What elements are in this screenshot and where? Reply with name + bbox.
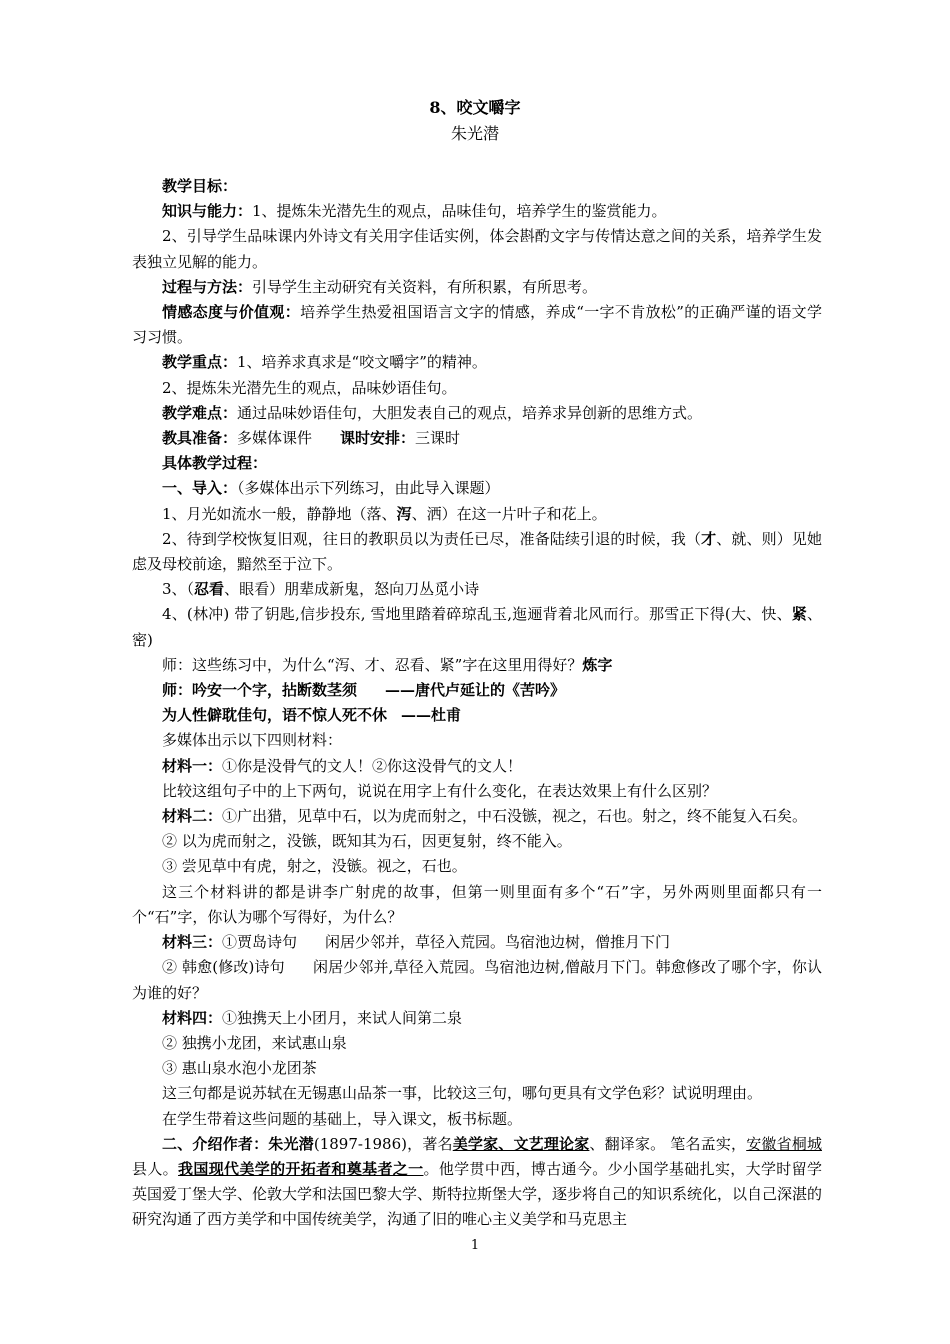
tools: 教具准备：多媒体课件 课时安排：三课时 (162, 429, 461, 448)
lead-in: 在学生带着这些问题的基础上，导入课文，板书标题。 (162, 1109, 523, 1128)
quote-2: 为人性僻耽佳句，语不惊人死不休 ——杜甫 (162, 706, 462, 725)
objectives-heading: 教学目标： (162, 177, 238, 195)
teacher-question: 师：这些练习中，为什么“泻、才、忍看、紧”字在这里用得好？炼字 (162, 655, 613, 674)
material-2: 材料二：①广出猎，见草中石，以为虎而射之，中石没镞，视之，石也。射之，终不能复入石矣。 (162, 807, 808, 826)
lesson-title: 8、咬文嚼字 (429, 98, 521, 117)
author-intro: 二、介绍作者：朱光潜(1897-1986)，著名美学家、文艺理论家、翻译家。 笔名孟实，安徽省桐城县人。我国现代美学的开拓者和奠基者之一。他学贯中西，博古通今。少小国学基础扎实，大学时留学英国爱丁堡大学、伦敦大学和法国巴黎大学、斯特拉斯堡大学，逐步将自己的知识系统化，以自己深湛的研究沟通了西方美学和中国传统美学，沟通了旧的唯心主义美学和马克思主 (132, 1134, 823, 1229)
process-heading: 具体教学过程： (162, 454, 268, 473)
knowledge-goal-2: 2、引导学生品味课内外诗文有关用字佳话实例，体会斟酌文字与传情达意之间的关系，培养学生发表独立见解的能力。 (132, 227, 822, 271)
material-3-b: ② 韩愈(修改)诗句 闲居少邻并,草径入荒园。鸟宿池边树,僧敲月下门。韩愈修改了哪个字，你认为谁的好？ (132, 958, 822, 1002)
material-1: 材料一：①你是没骨气的文人！②你这没骨气的文人！ (162, 756, 523, 775)
material-4: 材料四：①独携天上小团月，来试人间第二泉 (162, 1008, 463, 1027)
emotion-goal: 情感态度与价值观：培养学生热爱祖国语言文字的情感，养成“一字不肯放松”的正确严谨的语文学习习惯。 (132, 303, 822, 347)
material-1-question: 比较这组句子中的上下两句，说说在用字上有什么变化，在表达效果上有什么区别？ (162, 781, 718, 800)
material-2-c: ③ 尝见草中有虎，射之，没镞。视之，石也。 (162, 857, 467, 876)
exercise-4: 4、(林冲) 带了钥匙,信步投东, 雪地里踏着碎琼乱玉,迤逦背着北风而行。那雪正下得(大、快、紧、密) (132, 605, 822, 649)
exercise-3: 3、（忍看、眼看）朋辈成新鬼，怒向刀丛觅小诗 (162, 580, 480, 599)
exercise-2: 2、待到学校恢复旧观，往日的教职员以为责任已尽，准备陆续引退的时候，我（才、就、则）见她虑及母校前途，黯然至于泣下。 (132, 529, 822, 574)
process-goal: 过程与方法：引导学生主动研究有关资料，有所积累，有所思考。 (162, 277, 598, 296)
intro: 一、导入：（多媒体出示下列练习，由此导入课题） (162, 479, 500, 498)
material-3: 材料三：①贾岛诗句 闲居少邻并，草径入荒园。鸟宿池边树，僧推月下门 (162, 933, 671, 952)
quote-1: 师：吟安一个字，拈断数茎须 ——唐代卢延让的《苦吟》 (162, 681, 566, 700)
key-point: 教学重点：1、培养求真求是“咬文嚼字”的精神。 (162, 353, 487, 372)
material-2-question: 这三个材料讲的都是讲李广射虎的故事，但第一则里面有多个“石”字，另外两则里面都只有一个“石”字，你认为哪个写得好，为什么？ (132, 882, 822, 926)
key-point-2: 2、提炼朱光潜先生的观点，品味妙语佳句。 (162, 378, 457, 397)
lesson-body (132, 174, 822, 1233)
material-4-question: 这三句都是说苏轼在无锡惠山品茶一事，比较这三句，哪句更具有文学色彩？试说明理由。 (162, 1084, 763, 1103)
exercise-1: 1、月光如流水一般，静静地（落、泻、洒）在这一片叶子和花上。 (162, 504, 607, 523)
material-4-b: ② 独携小龙团，来试惠山泉 (162, 1033, 347, 1052)
difficulty: 教学难点：通过品味妙语佳句，大胆发表自己的观点，培养求异创新的思维方式。 (162, 403, 703, 422)
lesson-author: 朱光潜 (450, 124, 499, 143)
material-4-c: ③ 惠山泉水泡小龙团茶 (162, 1059, 317, 1078)
knowledge-goal: 知识与能力：1、提炼朱光潜先生的观点，品味佳句，培养学生的鉴赏能力。 (162, 202, 667, 221)
page-number: 1 (470, 1238, 480, 1253)
materials-intro: 多媒体出示以下四则材料： (162, 731, 343, 750)
material-2-b: ② 以为虎而射之，没镞，既知其为石，因更复射，终不能入。 (162, 832, 572, 851)
